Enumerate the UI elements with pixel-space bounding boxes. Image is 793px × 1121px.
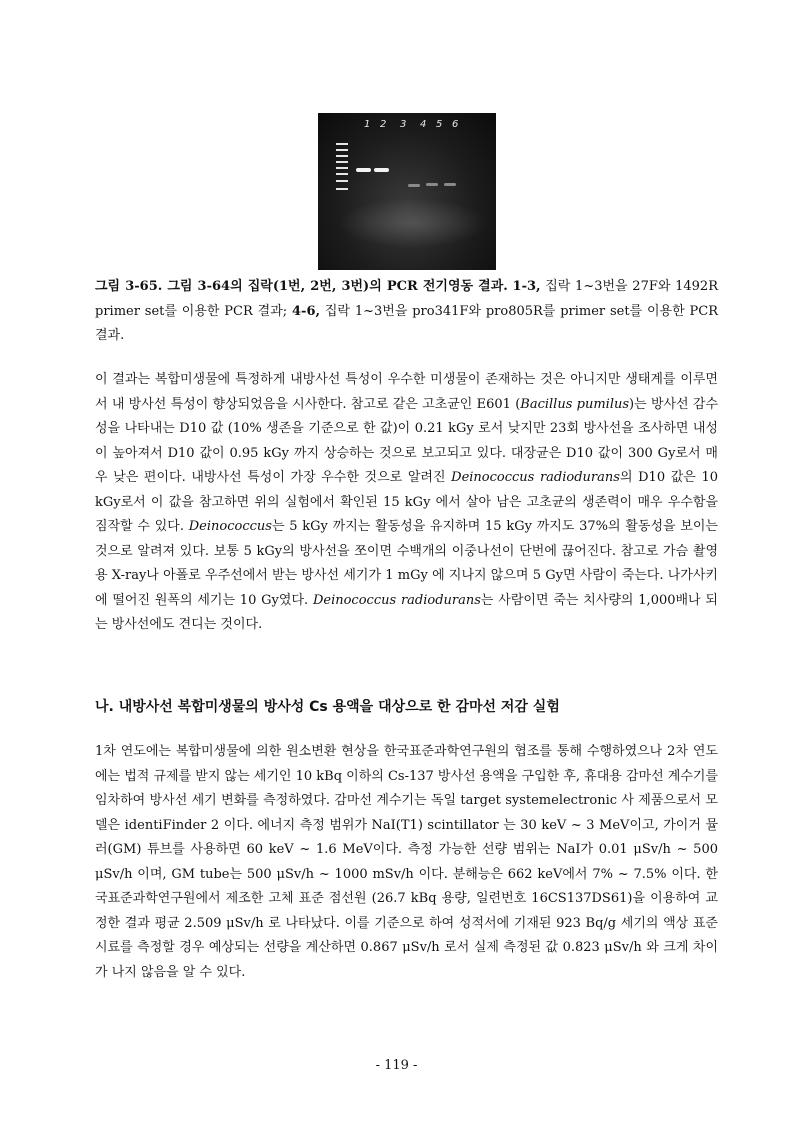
para1-italic: Deinococcus radiodurans: [451, 470, 620, 485]
lane-label: 4: [420, 119, 427, 130]
pcr-band: [374, 168, 389, 172]
page-number: - 119 -: [375, 1058, 418, 1073]
para1-italic: Bacillus pumilus: [520, 396, 630, 412]
pcr-band: [426, 183, 438, 186]
lane-label: 3: [400, 119, 407, 130]
para1-text: 는 5 kGy 까지는 활동성을 유지하며 15 kGy 까지도 37%의 활동성을 보이는 것으로 알려져 있다. 보통 5 kGy의 방사선을 쪼이면 수백개의 이중나선이 단번에 끊어진다. 참고로 가슴 촬영용 X-ray나 아폴로 우주선에서 받는 방사선 세기가 1 mGy 에 지나지 않으며 5 Gy면 사람이 죽는다. 나가사키에 떨어진 원폭의 세기는 10 Gy였다.: [95, 519, 718, 608]
pcr-band: [408, 184, 420, 187]
caption-ref-1: 1-3,: [512, 279, 541, 294]
ladder-band: [336, 155, 348, 157]
body-paragraph-1: [95, 368, 718, 638]
para1-italic: Deinococcus: [188, 519, 272, 534]
ladder-band: [336, 143, 348, 145]
lane-label: 1: [364, 119, 371, 130]
gel-electrophoresis-image: [318, 113, 496, 270]
pcr-band: [444, 183, 456, 186]
caption-text-2: 집락 1~3번을 pro341F와 pro805R를 primer set를 이용한 PCR 결과.: [95, 303, 718, 343]
gel-smear: [338, 198, 488, 248]
ladder-band: [336, 149, 348, 151]
ladder-band: [336, 161, 348, 163]
figure-caption: [95, 275, 718, 349]
body-paragraph-2: 1차 연도에는 복합미생물에 의한 원소변환 현상을 한국표준과학연구원의 협조를 통해 수행하였으나 2차 연도에는 법적 규제를 받지 않는 세기인 10 kBq 이하의 Cs-137 방사선 용액을 구입한 후, 휴대용 감마선 계수기를 임차하여 방사선 세기 변화를 측정하였다. 감마선 계수기는 독일 target systemelectronic 사 제품으로서 모델은 identiFinder 2 이다. 에너지 측정 범위가 NaI(T1) scintillator 는 30 keV ~ 3 MeV이고, 가이거 뮬러(GM) 튜브를 사용하면 60 keV ~ 1.6 MeV이다. 측정 가능한 선량 범위는 NaI가 0.01 μSv/h ~ 500 μSv/h 이며, GM tube는 500 μSv/h ~ 1000 mSv/h 이다. 분해능은 662 keV에서 7% ~ 7.5% 이다. 한국표준과학연구원에서 제조한 고체 표준 점선원 (26.7 kBq 용량, 일련번호 16CS137DS61)을 이용하여 교정한 결과 평균 2.509 μSv/h 로 나타났다. 이를 기준으로 하여 성적서에 기재된 923 Bq/g 세기의 액상 표준시료를 측정할 경우 예상되는 선량을 계산하면 0.867 μSv/h 로서 실제 측정된 값 0.823 μSv/h 와 크게 차이가 나지 않음을 알 수 있다.: [95, 744, 719, 980]
para1-text: 이 결과는 복합미생물에 특정하게 내방사선 특성이 우수한 미생물이 존재하는 것은 아니지만 생태계를 이루면서 내 방사선 특성이 향상되었음을 시사한다. 참고로 같은 고초균인 E601 (: [95, 372, 718, 412]
section-heading: 나. 내방사선 복합미생물의 방사성 Cs 용액을 대상으로 한 감마선 저감 실험: [95, 699, 560, 715]
pcr-band: [356, 168, 371, 172]
para1-text: 의 D10 값은 10 kGy로서 이 값을 참고하면 위의 실험에서 확인된 15 kGy 에서 살아 남은 고초균의 생존력이 매우 우수함을 짐작할 수 있다.: [95, 470, 719, 534]
para1-text: )는 방사선 감수성을 나타내는 D10 값 (10% 생존을 기준으로 한 값)이 0.21 kGy 로서 낮지만 23회 방사선을 조사하면 내성이 높아져서 D10 값이 0.95 kGy 까지 상승하는 것으로 보고되고 있다. 대장균은 D10 값이 300 Gy로서 매우 낮은 편이다. 내방사선 특성이 가장 우수한 것으로 알려진: [95, 396, 719, 485]
para1-italic: Deinococcus radiodurans: [312, 592, 481, 608]
ladder-band: [336, 188, 348, 190]
caption-title: 그림 3-65. 그림 3-64의 집락(1번, 2번, 3번)의 PCR 전기영동 결과.: [95, 279, 508, 294]
ladder-band: [336, 167, 348, 169]
lane-label: 6: [452, 119, 459, 130]
ladder-band: [336, 180, 348, 182]
lane-label: 5: [436, 119, 443, 130]
para1-text: 는 사람이면 죽는 치사량의 1,000배나 되는 방사선에도 견디는 것이다.: [95, 592, 718, 632]
ladder-band: [336, 173, 348, 175]
caption-ref-2: 4-6,: [292, 303, 321, 319]
lane-label: 2: [380, 119, 387, 130]
caption-text-1: 집락 1~3번을 27F와 1492R primer set를 이용한 PCR 결과;: [95, 279, 718, 319]
